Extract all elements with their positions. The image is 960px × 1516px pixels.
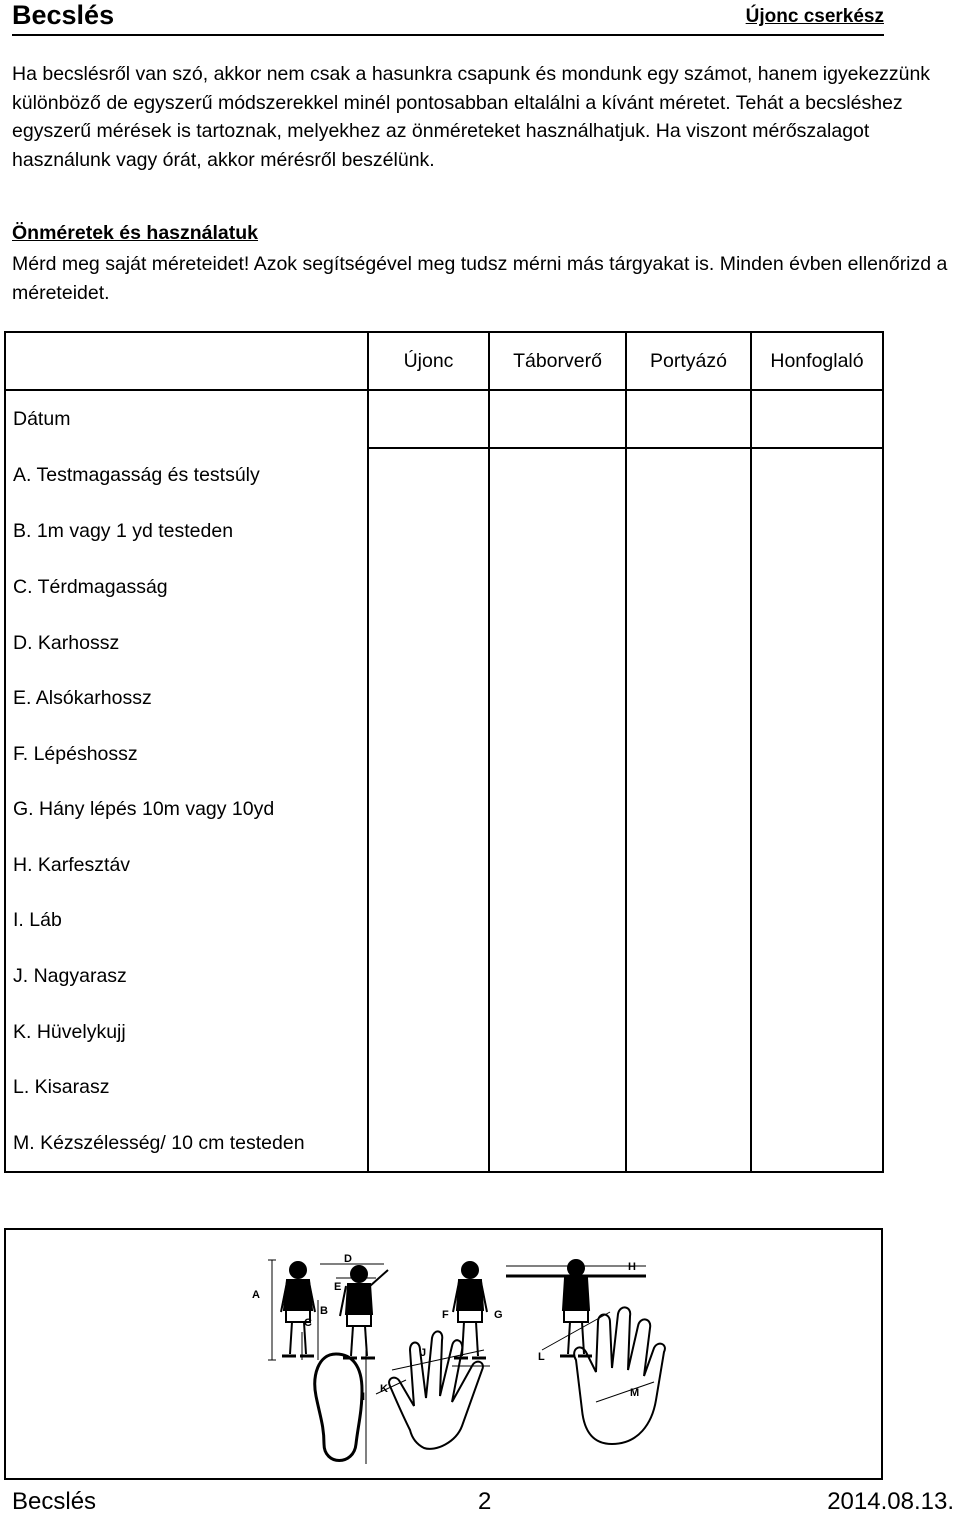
input-cell[interactable]: [489, 448, 626, 505]
input-cell[interactable]: [751, 448, 883, 505]
input-cell[interactable]: [751, 782, 883, 838]
input-cell[interactable]: [751, 671, 883, 727]
input-cell[interactable]: [368, 1060, 489, 1116]
measurement-illustration: [4, 1228, 883, 1480]
input-cell[interactable]: [751, 390, 883, 448]
input-cell[interactable]: [751, 838, 883, 894]
input-cell[interactable]: [626, 560, 751, 616]
input-cell[interactable]: [368, 504, 489, 560]
table-row: [5, 726, 883, 782]
column-header-ujonc: Újonc: [368, 332, 489, 390]
input-cell[interactable]: [751, 726, 883, 782]
row-label: Dátum: [5, 390, 368, 448]
table-row: [5, 1060, 883, 1116]
input-cell[interactable]: [489, 838, 626, 894]
figure-letter-h: H: [628, 1261, 636, 1273]
input-cell[interactable]: [368, 671, 489, 727]
input-cell[interactable]: [751, 504, 883, 560]
input-cell[interactable]: [751, 1115, 883, 1172]
input-cell[interactable]: [368, 615, 489, 671]
row-label: G. Hány lépés 10m vagy 10yd: [5, 782, 368, 838]
input-cell[interactable]: [489, 782, 626, 838]
header-category: Újonc cserkész: [745, 6, 884, 27]
input-cell[interactable]: [751, 560, 883, 616]
footer-date: 2014.08.13.: [827, 1488, 954, 1515]
column-header-taborvero: Táborverő: [489, 332, 626, 390]
row-label: M. Kézszélesség/ 10 cm testeden: [5, 1115, 368, 1172]
input-cell[interactable]: [626, 726, 751, 782]
table-row: [5, 504, 883, 560]
intro-paragraph: Ha becslésről van szó, akkor nem csak a hasunkra csapunk és mondunk egy számot, hanem igyekezzünk különböző de egyszerű módszerekkel minél pontosabban eltalálni a kívánt méretet. Tehát a becsléshez egyszerű mérések is tartoznak, melyekhez az önméreteket használhatjuk. Ha viszont mérőszalagot használunk vagy órát, akkor mérésről beszélünk.: [12, 63, 931, 171]
input-cell[interactable]: [751, 1004, 883, 1060]
input-cell[interactable]: [626, 1115, 751, 1172]
hand-span-icon: [376, 1331, 484, 1448]
row-label: B. 1m vagy 1 yd testeden: [5, 504, 368, 560]
input-cell[interactable]: [368, 838, 489, 894]
input-cell[interactable]: [368, 448, 489, 505]
page-header: [12, 0, 884, 36]
row-label: H. Karfesztáv: [5, 838, 368, 894]
section-body: Mérd meg saját méreteidet! Azok segítségével meg tudsz mérni más tárgyakat is. Minden évben ellenőrizd a méreteidet.: [12, 253, 948, 304]
row-label: D. Karhossz: [5, 615, 368, 671]
input-cell[interactable]: [489, 560, 626, 616]
figure-person-arm-icon: [320, 1264, 388, 1358]
figure-letter-k: K: [380, 1383, 388, 1395]
table-corner-cell: [5, 332, 368, 390]
row-label: J. Nagyarasz: [5, 949, 368, 1005]
row-label: C. Térdmagasság: [5, 560, 368, 616]
row-label: K. Hüvelykujj: [5, 1004, 368, 1060]
table-row: [5, 1115, 883, 1172]
input-cell[interactable]: [368, 390, 489, 448]
input-cell[interactable]: [626, 390, 751, 448]
figure-letter-l: L: [538, 1351, 545, 1363]
input-cell[interactable]: [751, 1060, 883, 1116]
input-cell[interactable]: [626, 949, 751, 1005]
table-row: [5, 448, 883, 505]
input-cell[interactable]: [368, 949, 489, 1005]
table-row: [5, 949, 883, 1005]
body-measurements-figure: [6, 1230, 881, 1478]
table-row: [5, 560, 883, 616]
input-cell[interactable]: [626, 1004, 751, 1060]
input-cell[interactable]: [368, 893, 489, 949]
figure-letter-b: B: [320, 1305, 328, 1317]
input-cell[interactable]: [626, 448, 751, 505]
input-cell[interactable]: [368, 560, 489, 616]
column-header-portyazo: Portyázó: [626, 332, 751, 390]
input-cell[interactable]: [626, 838, 751, 894]
input-cell[interactable]: [626, 504, 751, 560]
input-cell[interactable]: [368, 1004, 489, 1060]
figure-letter-j: J: [420, 1347, 427, 1359]
input-cell[interactable]: [489, 504, 626, 560]
input-cell[interactable]: [626, 615, 751, 671]
input-cell[interactable]: [489, 390, 626, 448]
table-row: [5, 838, 883, 894]
input-cell[interactable]: [751, 949, 883, 1005]
figure-letter-a: A: [252, 1289, 260, 1301]
input-cell[interactable]: [489, 1115, 626, 1172]
table-header-row: [5, 332, 883, 390]
input-cell[interactable]: [626, 893, 751, 949]
input-cell[interactable]: [489, 1060, 626, 1116]
page-number: 2: [478, 1488, 492, 1515]
footprint-icon: [315, 1350, 366, 1464]
row-label: A. Testmagasság és testsúly: [5, 448, 368, 505]
measurements-table: [4, 331, 884, 1173]
input-cell[interactable]: [751, 615, 883, 671]
input-cell[interactable]: [489, 893, 626, 949]
figure-person-height-icon: [268, 1260, 318, 1360]
row-label: E. Alsókarhossz: [5, 671, 368, 727]
figure-person-step-icon: [452, 1262, 490, 1366]
figure-letter-d: D: [344, 1253, 352, 1265]
table-row: [5, 390, 883, 448]
page-title: Becslés: [12, 0, 115, 30]
input-cell[interactable]: [489, 1004, 626, 1060]
input-cell[interactable]: [489, 949, 626, 1005]
table-row: [5, 893, 883, 949]
figure-letter-i: I: [362, 1391, 366, 1403]
input-cell[interactable]: [489, 671, 626, 727]
input-cell[interactable]: [368, 782, 489, 838]
table-row: [5, 671, 883, 727]
palm-width-icon: [542, 1307, 665, 1444]
row-label: L. Kisarasz: [5, 1060, 368, 1116]
input-cell[interactable]: [489, 615, 626, 671]
figure-letter-e: E: [334, 1281, 342, 1293]
column-header-honfoglalo: Honfoglaló: [751, 332, 883, 390]
row-label: I. Láb: [5, 893, 368, 949]
input-cell[interactable]: [626, 1060, 751, 1116]
input-cell[interactable]: [626, 671, 751, 727]
page-footer: [12, 1488, 960, 1514]
figure-letter-g: G: [494, 1309, 503, 1321]
table-row: [5, 615, 883, 671]
row-label: F. Lépéshossz: [5, 726, 368, 782]
figure-letter-f: F: [442, 1309, 449, 1321]
table-row: [5, 1004, 883, 1060]
input-cell[interactable]: [626, 782, 751, 838]
footer-title: Becslés: [12, 1488, 97, 1515]
input-cell[interactable]: [368, 1115, 489, 1172]
figure-letter-m: M: [630, 1387, 640, 1399]
input-cell[interactable]: [751, 893, 883, 949]
figure-letter-c: C: [304, 1317, 312, 1329]
table-row: [5, 782, 883, 838]
input-cell[interactable]: [368, 726, 489, 782]
input-cell[interactable]: [489, 726, 626, 782]
section-title: Önméretek és használatuk: [12, 222, 259, 244]
